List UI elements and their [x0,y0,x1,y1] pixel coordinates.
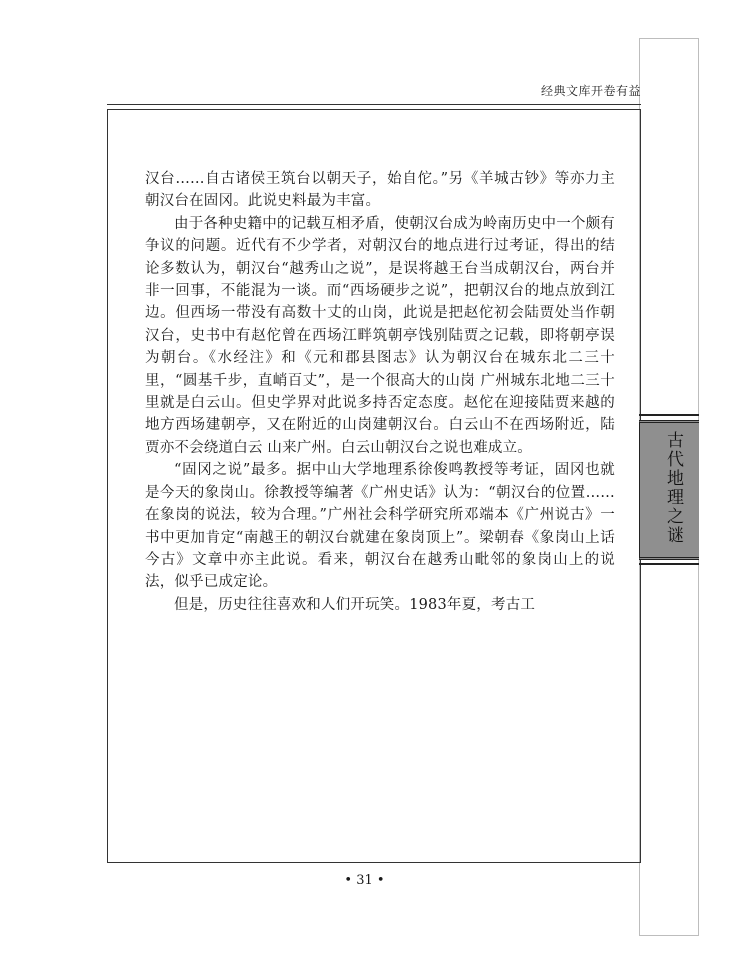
paragraph-debate: 由于各种史籍中的记载互相矛盾，使朝汉台成为岭南历史中一个颇有争议的问题。近代有不少学者，对朝汉台的地点进行过考证，得出的结论多数认为，朝汉台“越秀山之说”，是误将越王台当成朝汉台，两台并非一回事，不能混为一谈。而“西场硬步之说”，把朝汉台的地点放到江边。但西场一带没有高数十丈的山岗，此说是把赵佗初会陆贾处当作朝汉台，史书中有赵佗曾在西场江畔筑朝亭饯别陆贾之记载，即将朝亭误为朝台。《水经注》和《元和郡县图志》认为朝汉台在城东北二三十里，“圆基千步，直峭百丈”，是一个很高大的山岗 广州城东北地二三十里就是白云山。但史学界对此说多持否定态度。赵佗在迎接陆贾来越的地方西场建朝亭，又在附近的山岗建朝汉台。白云山不在西场附近，陆贾亦不会绕道白云 山来广州。白云山朝汉台之说也难成立。 [145,215,615,456]
chapter-tab-top-rule [639,414,699,416]
paragraph-history-joke: 但是，历史往往喜欢和人们开玩笑。1983年夏，考古工 [174,596,536,613]
chapter-tab-label: 古代地理之谜 [663,431,683,545]
series-title: 经典文库开卷有益 [540,84,641,98]
header-rule [107,104,641,105]
chapter-tab [639,420,699,560]
chapter-tab-bottom-rule [639,563,699,565]
paragraph-gugang-theory: “固冈之说”最多。据中山大学地理系徐俊鸣教授等考证，固冈也就是今天的象岗山。徐教授等编著《广州史话》认为：“朝汉台的位置……在象岗的说法，较为合理。”广州社会科学研究所邓端本《广州说古》一书中更加肯定“南越王的朝汉台就建在象岗顶上”。梁朝春《象岗山上话今古》文章中亦主此说。看来，朝汉台在越秀山毗邻的象岗山上的说法，似乎已成定论。 [145,462,615,591]
body-text [145,168,615,616]
paragraph-continuation: 汉台……自古诸侯王筑台以朝天子，始自佗。”另《羊城古钞》等亦力主朝汉台在固冈。此说史料最为丰富。 [145,171,615,210]
page-number: • 31 • [344,873,385,888]
